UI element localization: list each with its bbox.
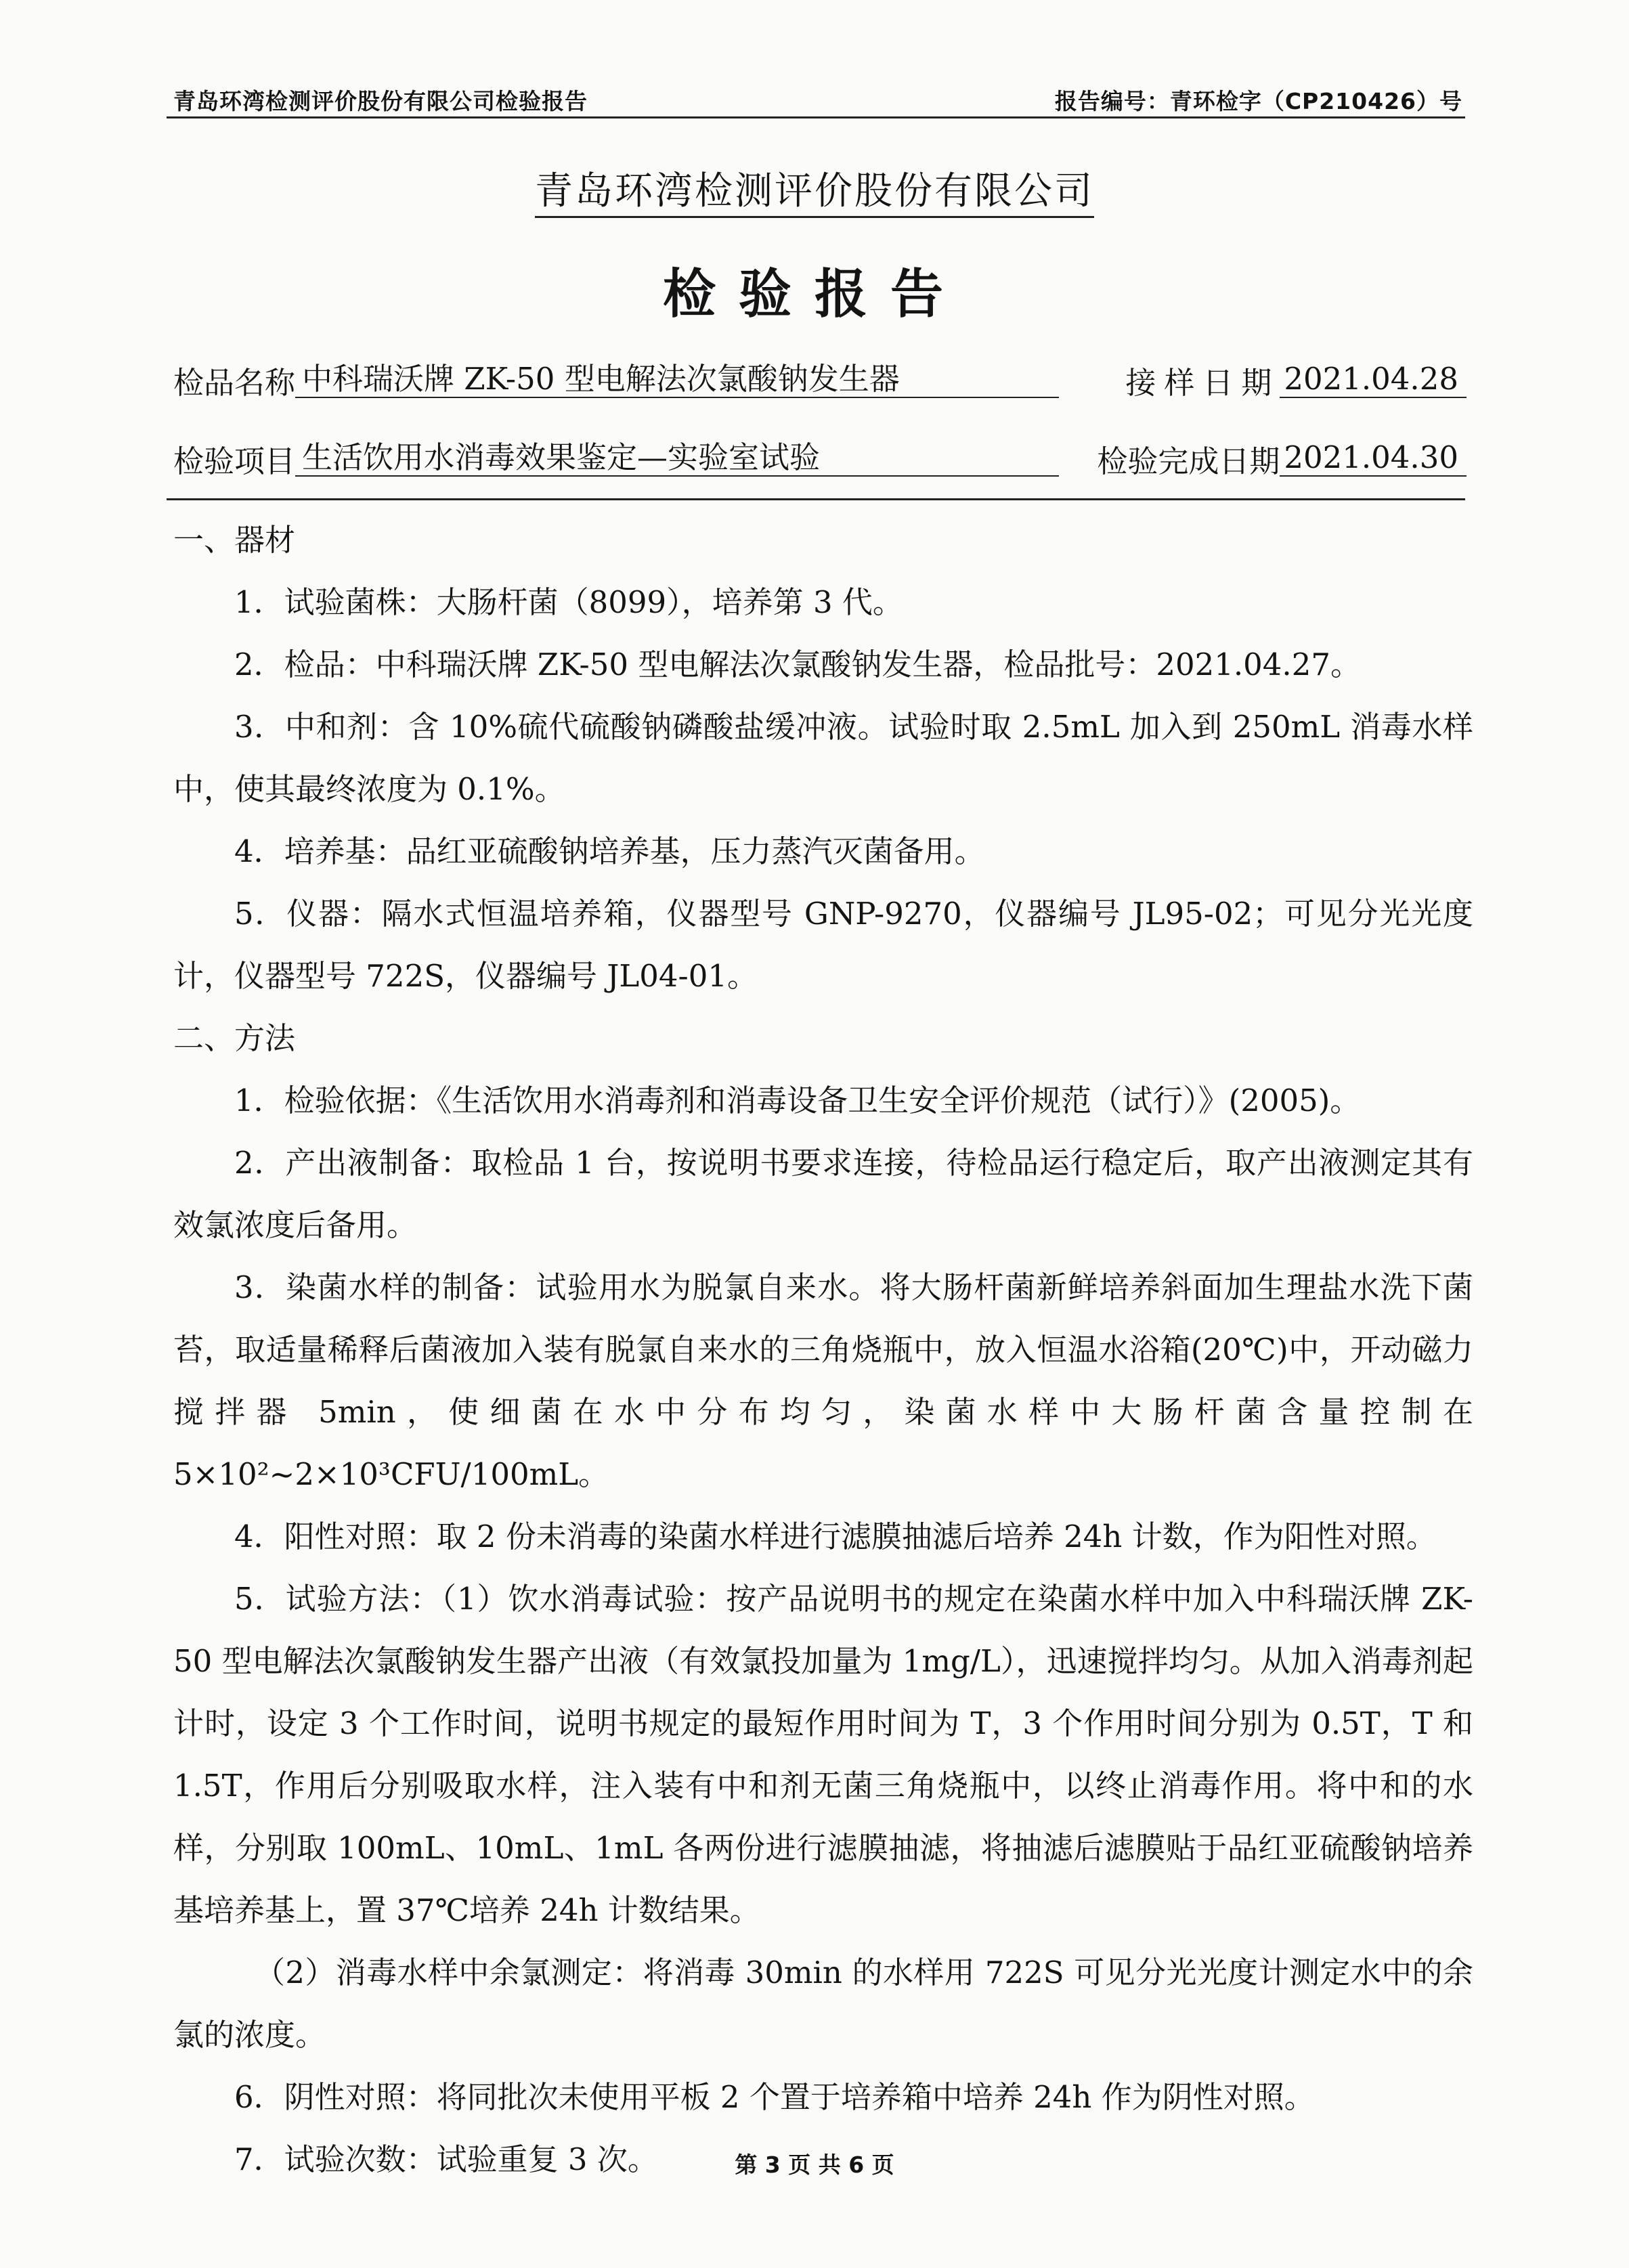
sample-name-label: 检品名称 <box>173 365 296 401</box>
list-item: 3．染菌水样的制备：试验用水为脱氯自来水。将大肠杆菌新鲜培养斜面加生理盐水洗下菌苔，取适量稀释后菌液加入装有脱氯自来水的三角烧瓶中，放入恒温水浴箱(20℃)中，开动磁力搅拌器 5min，使细菌在水中分布均匀，染菌水样中大肠杆菌含量控制在 5×10²~2×10³CFU/100mL。 <box>173 1269 1473 1492</box>
list-item: （2）消毒水样中余氯测定：将消毒 30min 的水样用 722S 可见分光光度计测定水中的余氯的浓度。 <box>173 1955 1473 2053</box>
list-item: 4．阳性对照：取 2 份未消毒的染菌水样进行滤膜抽滤后培养 24h 计数，作为阳性对照。 <box>234 1519 1437 1554</box>
section-2-title: 二、方法 <box>173 1020 296 1056</box>
list-item: 6．阴性对照：将同批次未使用平板 2 个置于培养箱中培养 24h 作为阴性对照。 <box>234 2079 1315 2115</box>
test-item-label: 检验项目 <box>173 443 296 479</box>
list-item: 4．培养基：品红亚硫酸钠培养基，压力蒸汽灭菌备用。 <box>234 833 985 869</box>
list-item: 3．中和剂：含 10%硫代硫酸钠磷酸盐缓冲液。试验时取 2.5mL 加入到 250mL 消毒水样中，使其最终浓度为 0.1%。 <box>173 709 1473 807</box>
completed-date-group <box>1097 440 1467 483</box>
received-date-label: 接样日期 <box>1125 365 1280 401</box>
page-number: 第 3 页 共 6 页 <box>735 2152 894 2178</box>
completed-date-value: 2021.04.30 <box>1280 440 1467 477</box>
document-title: 检验报告 <box>662 264 966 325</box>
list-item: 5．仪器：隔水式恒温培养箱，仪器型号 GNP-9270，仪器编号 JL95-02；可见分光光度计，仪器型号 722S，仪器编号 JL04-01。 <box>173 896 1473 994</box>
list-item: 2．产出液制备：取检品 1 台，按说明书要求连接，待检品运行稳定后，取产出液测定其有效氯浓度后备用。 <box>173 1145 1473 1243</box>
test-item-value: 生活饮用水消毒效果鉴定—实验室试验 <box>295 440 1059 477</box>
completed-date-label: 检验完成日期 <box>1097 443 1280 479</box>
list-item: 2．检品：中科瑞沃牌 ZK-50 型电解法次氯酸钠发生器，检品批号：2021.04.27。 <box>234 647 1361 682</box>
sample-name-row <box>173 362 1467 405</box>
test-item-row <box>173 440 1467 483</box>
list-item: 5．试验方法：（1）饮水消毒试验：按产品说明书的规定在染菌水样中加入中科瑞沃牌 ZK-50 型电解法次氯酸钠发生器产出液（有效氯投加量为 1mg/L），迅速搅拌均匀。从加入消毒剂起计时，设定 3 个工作时间，说明书规定的最短作用时间为 T，3 个作用时间分别为 0.5T，T 和 1.5T，作用后分别吸取水样，注入装有中和剂无菌三角烧瓶中，以终止消毒作用。将中和的水样，分别取 100mL、10mL、1mL 各两份进行滤膜抽滤，将抽滤后滤膜贴于品红亚硫酸钠培养基培养基上，置 37℃培养 24h 计数结果。 <box>173 1581 1473 1928</box>
received-date-group <box>1125 362 1467 405</box>
header-rule <box>167 116 1465 118</box>
received-date-value: 2021.04.28 <box>1280 362 1467 398</box>
report-number: 报告编号：青环检字（CP210426）号 <box>1054 88 1462 114</box>
report-body <box>173 509 1473 2191</box>
sample-name-value: 中科瑞沃牌 ZK-50 型电解法次氯酸钠发生器 <box>295 362 1059 398</box>
meta-rule <box>167 498 1465 500</box>
list-item: 7．试验次数：试验重复 3 次。 <box>234 2141 658 2177</box>
list-item: 1．试验菌株：大肠杆菌（8099），培养第 3 代。 <box>234 584 903 620</box>
running-header-left: 青岛环湾检测评价股份有限公司检验报告 <box>173 88 588 114</box>
company-name: 青岛环湾检测评价股份有限公司 <box>0 161 1629 215</box>
list-item: 1．检验依据：《生活饮用水消毒剂和消毒设备卫生安全评价规范（试行）》(2005)。 <box>234 1083 1361 1118</box>
section-1-title: 一、器材 <box>173 522 296 558</box>
